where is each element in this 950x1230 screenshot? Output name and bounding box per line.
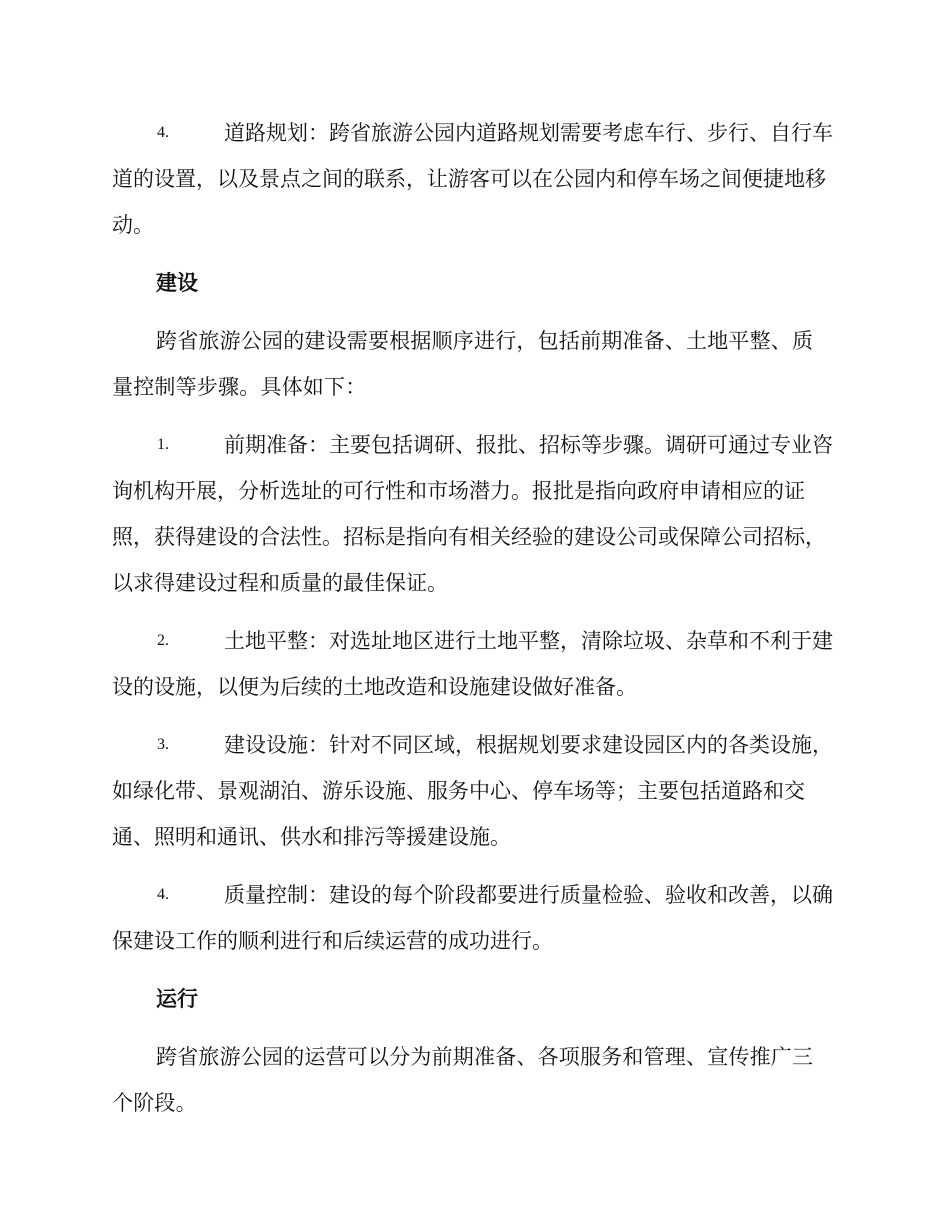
list-item-step-2 bbox=[112, 618, 834, 710]
construction-intro: 跨省旅游公园的建设需要根据顺序进行，包括前期准备、土地平整、质量控制等步骤。具体如下： bbox=[112, 329, 814, 399]
list-item-text: 建设设施：针对不同区域，根据规划要求建设园区内的各类设施，如绿化带、景观湖泊、游乐设施、服务中心、停车场等；主要包括道路和交通、照明和通讯、供水和排污等援建设施。 bbox=[112, 733, 833, 849]
section-heading-operation: 运行 bbox=[156, 987, 198, 1011]
list-item-step-4 bbox=[112, 872, 834, 964]
operation-intro: 跨省旅游公园的运营可以分为前期准备、各项服务和管理、宣传推广三个阶段。 bbox=[112, 1045, 814, 1115]
list-number: 1. bbox=[157, 436, 169, 453]
list-item-step-3 bbox=[112, 722, 834, 860]
list-item-text: 质量控制：建设的每个阶段都要进行质量检验、验收和改善，以确保建设工作的顺利进行和后续运营的成功进行。 bbox=[112, 883, 833, 953]
list-item-text: 道路规划：跨省旅游公园内道路规划需要考虑车行、步行、自行车道的设置，以及景点之间的联系，让游客可以在公园内和停车场之间便捷地移动。 bbox=[112, 121, 833, 237]
list-item-text: 土地平整：对选址地区进行土地平整，清除垃圾、杂草和不利于建设的设施，以便为后续的土地改造和设施建设做好准备。 bbox=[112, 629, 833, 699]
list-item-step-1 bbox=[112, 422, 834, 606]
list-item-text: 前期准备：主要包括调研、报批、招标等步骤。调研可通过专业咨询机构开展，分析选址的可行性和市场潜力。报批是指向政府申请相应的证照，获得建设的合法性。招标是指向有相关经验的建设公司或保障公司招标，以求得建设过程和质量的最佳保证。 bbox=[112, 433, 833, 595]
list-number: 3. bbox=[157, 736, 169, 753]
document-page bbox=[112, 110, 834, 1126]
list-number: 4. bbox=[157, 886, 169, 903]
list-number: 2. bbox=[157, 632, 169, 649]
list-item-road-planning bbox=[112, 110, 834, 248]
list-number: 4. bbox=[157, 124, 169, 141]
section-heading-construction: 建设 bbox=[156, 271, 198, 295]
